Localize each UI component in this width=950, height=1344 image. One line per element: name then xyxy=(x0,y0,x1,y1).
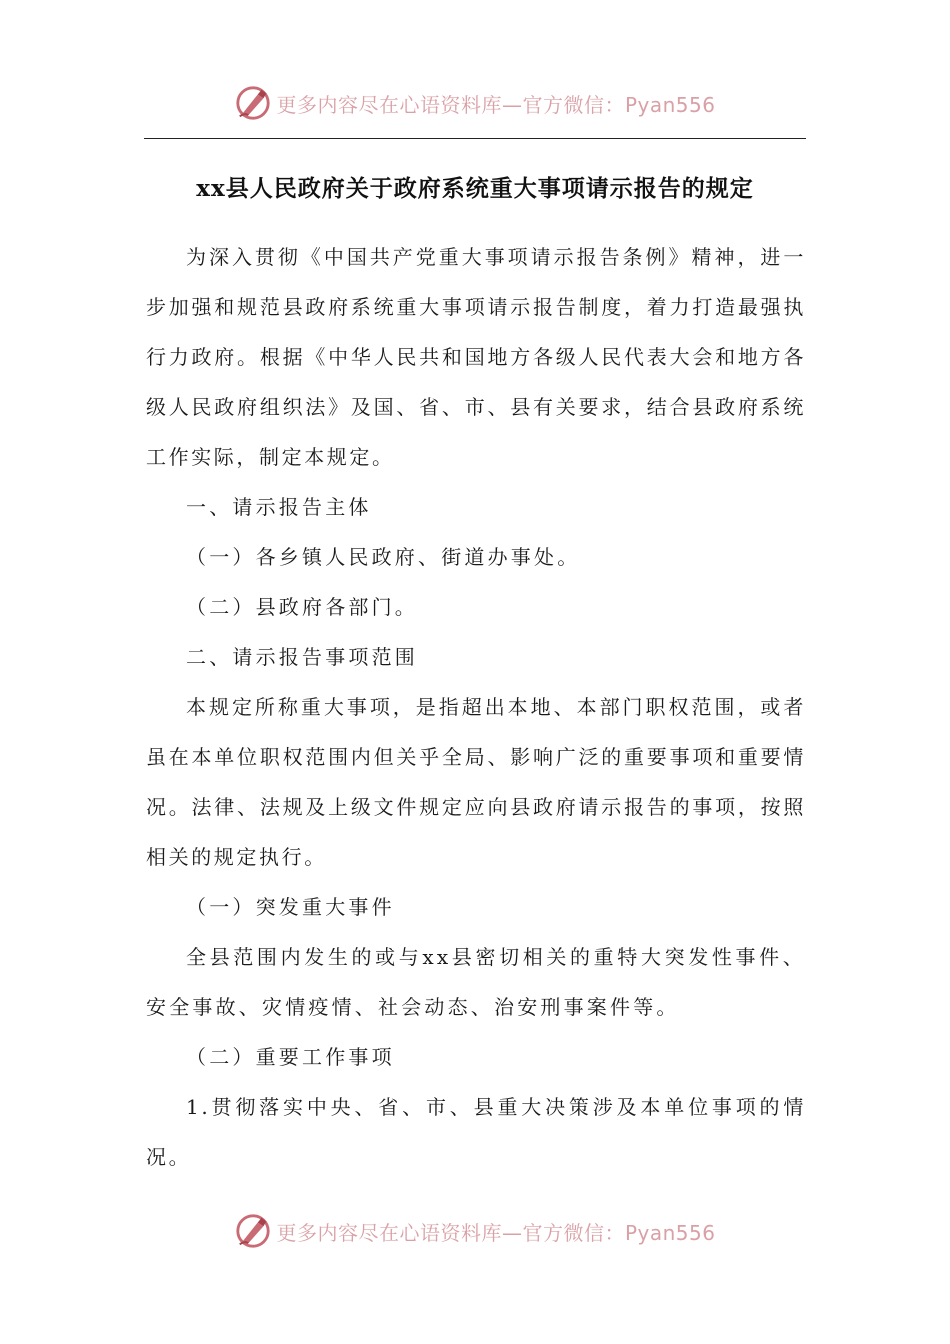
section-heading: 二、请示报告事项范围 xyxy=(186,645,418,669)
list-item: 1.贯彻落实中央、省、市、县重大决策涉及本单位事项的情况。 xyxy=(146,1095,806,1169)
header-watermark-text: 更多内容尽在心语资料库—官方微信：Pyan556 xyxy=(276,92,716,117)
section-heading: 一、请示报告主体 xyxy=(186,495,372,519)
paragraph: 为深入贯彻《中国共产党重大事项请示报告条例》精神，进一步加强和规范县政府系统重大事项请示报告制度，着力打造最强执行力政府。根据《中华人民共和国地方各级人民代表大会和地方各级人民政府组织法》及国、省、市、县有关要求，结合县政府系统工作实际，制定本规定。 xyxy=(146,245,806,469)
pen-nib-icon xyxy=(234,1212,272,1250)
list-item: （一）各乡镇人民政府、街道办事处。 xyxy=(186,545,581,569)
paragraph: 全县范围内发生的或与xx县密切相关的重特大突发性事件、安全事故、灾情疫情、社会动态、治安刑事案件等。 xyxy=(146,945,806,1019)
pen-nib-icon xyxy=(234,84,272,122)
paragraph: 本规定所称重大事项，是指超出本地、本部门职权范围，或者虽在本单位职权范围内但关乎全局、影响广泛的重要事项和重要情况。法律、法规及上级文件规定应向县政府请示报告的事项，按照相关的规定执行。 xyxy=(146,695,806,869)
header-watermark xyxy=(0,78,950,128)
list-item: （二）县政府各部门。 xyxy=(186,595,418,619)
document-title: xx县人民政府关于政府系统重大事项请示报告的规定 xyxy=(196,175,754,202)
subsection-heading: （二）重要工作事项 xyxy=(186,1045,395,1069)
document-body xyxy=(146,232,806,1182)
footer-watermark xyxy=(0,1206,950,1256)
header-divider xyxy=(144,138,806,139)
footer-watermark-text: 更多内容尽在心语资料库—官方微信：Pyan556 xyxy=(276,1220,716,1245)
subsection-heading: （一）突发重大事件 xyxy=(186,895,395,919)
